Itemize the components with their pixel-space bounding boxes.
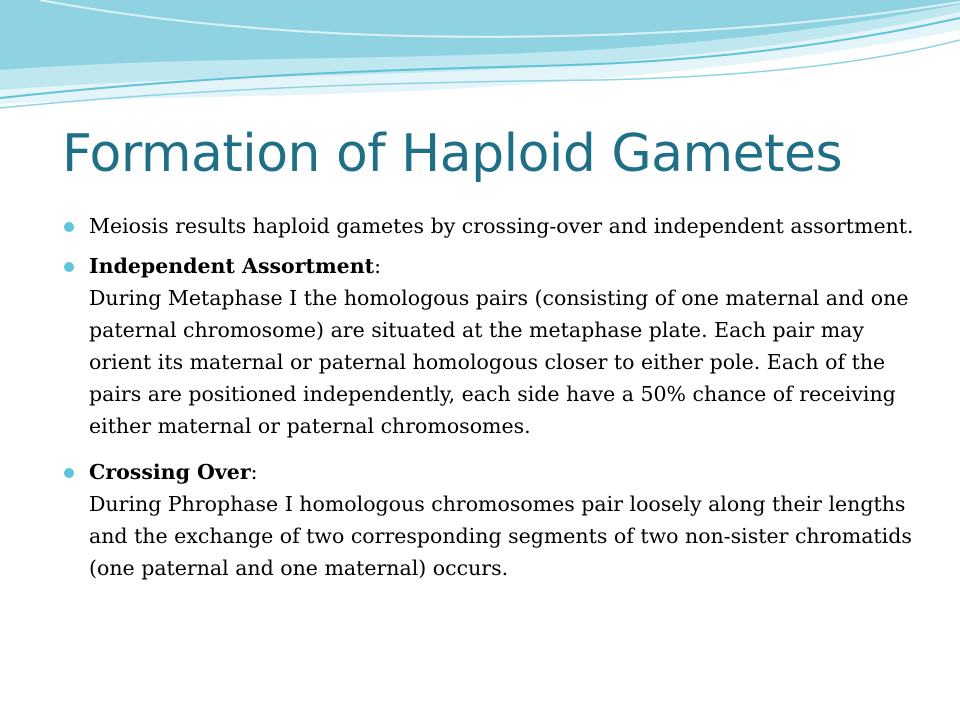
bullet-text: During Metaphase I the homologous pairs (consisting of one maternal and one paternal chromosome) are situated at the metaphase plate. Each pair may orient its maternal or paternal homologous closer to either pole. Each of the pairs are positioned independently, each side have a 50% chance of receiving either maternal or paternal chromosomes. (89, 286, 909, 438)
bullet-heading: Crossing Over (89, 460, 251, 484)
bullet-dot-icon (64, 468, 74, 478)
wave-header-decoration (0, 0, 960, 130)
bullet-heading-suffix: : (374, 254, 381, 278)
bullet-text: During Phrophase I homologous chromosomes pair loosely along their lengths and the exchange of two corresponding segments of two non-sister chromatids (one paternal and one maternal) occurs. (89, 492, 912, 580)
bullet-item (64, 210, 914, 242)
bullet-list (64, 210, 914, 592)
slide-title: Formation of Haploid Gametes (62, 124, 843, 184)
bullet-heading-suffix: : (250, 460, 258, 484)
bullet-heading-line (89, 254, 381, 278)
bullet-item (64, 250, 914, 442)
bullet-text: Meiosis results haploid gametes by crossing-over and independent assortment. (89, 214, 914, 238)
bullet-heading: Independent Assortment (89, 254, 375, 278)
bullet-dot-icon (64, 262, 74, 272)
bullet-heading-line (89, 460, 258, 484)
bullet-dot-icon (64, 222, 74, 232)
bullet-item (64, 456, 914, 584)
